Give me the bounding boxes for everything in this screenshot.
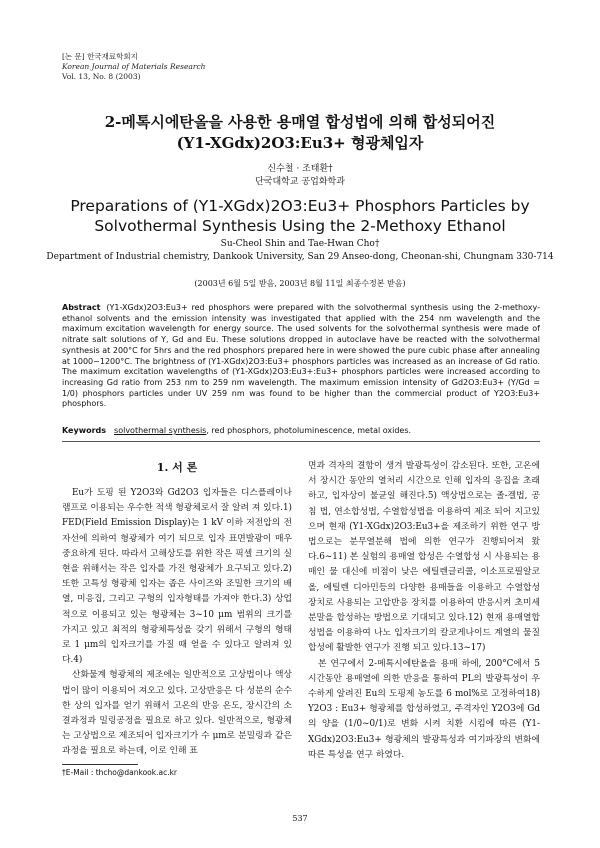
affiliation-english: Department of Industrial chemistry, Dankook University, San 29 Anseo-dong, Cheonan-shi, Chungnam 330-714 bbox=[46, 252, 554, 262]
section-divider bbox=[62, 441, 540, 442]
paragraph: Eu가 도핑 된 Y2O3와 Gd2O3 입자들은 디스플레이나 램프로 이용되는 우수한 적색 형광체로서 잘 알려 져 있다.1) FED(Field Emission Display)는 1 kV 이하 저전압의 전자선에 의하여 형광체가 여기 되므로 입자 표면발광이 매우 중요하게 된다. 따라서 고해상도를 위한 작은 픽셀 크기의 실현을 위해서는 작은 입자를 가진 형광체가 요구되고 있다.2) 또한 고특성 형광체 입자는 좁은 사이즈와 조밀한 크기의 배열, 미응집, 그리고 구형의 입자형태를 가져야 한다.3) 상업적으로 이용되고 있는 형광체는 3~10 μm 범위의 크기를 가지고 있고 최적의 형광체특성을 갖기 위해서 구형의 형태로 1 μm의 입자크기를 가질 때 얻을 수 있다고 알려져 있다.4) bbox=[62, 488, 292, 666]
abstract bbox=[62, 303, 540, 410]
journal-volume: Vol. 13, No. 8 (2003) bbox=[62, 72, 141, 81]
title-korean-line1: 2-메톡시에탄올을 사용한 용매열 합성법에 의해 합성되어진 bbox=[104, 113, 496, 131]
authors-korean: 신수철 · 조태환† bbox=[267, 164, 333, 174]
title-english bbox=[0, 196, 600, 236]
page-number: 537 bbox=[292, 814, 308, 823]
authors-english: Su-Cheol Shin and Tae-Hwan Cho† bbox=[220, 239, 380, 249]
body-column-right bbox=[308, 459, 540, 763]
keywords bbox=[62, 425, 540, 436]
received-dates: (2003년 6월 5일 받음, 2003년 8월 11일 최종수정본 받음) bbox=[194, 279, 406, 288]
title-korean-line2: (Y1-XGdx)2O3:Eu3+ 형광체입자 bbox=[176, 134, 424, 152]
body-column-left bbox=[62, 486, 292, 760]
affiliation-korean: 단국대학교 공업화학과 bbox=[255, 177, 345, 187]
title-english-line1: Preparations of (Y1-XGdx)2O3:Eu3+ Phosphors Particles by bbox=[70, 197, 530, 215]
section-heading-introduction: 1. 서 론 bbox=[156, 461, 198, 474]
abstract-text: (Y1-XGdx)2O3:Eu3+ red phosphors were prepared with the solvothermal synthesis using the 2-methoxy-ethanol solvents and the emission intensity was investigated that applied with the 254 nm wavelength and the maximum excitation wavelength for energy source. The used solvents for the solvothermal synthesis were made of nitrate salt solutions of Y, Gd and Eu. These solutions dropped in autoclave have be reacted with the solvothermal synthesis at 200°C for 5hrs and the red phosphors prepared here in were showed the pure cubic phase after annealing at 1000~1200°C. The brightness of (Y1-XGdx)2O3:Eu3+ phosphors particles was increased as an increase of Gd ratio. The maximum excitation wavelengths of (Y1-XGdx)2O3:Eu3+:Eu3+ phosphors particles were increased according to increasing Gd ratio from 253 nm to 259 nm wavelength. The maximum emission intensity of Gd2O3:Eu3+ (Y/Gd = 1/0) phosphors particles under UV 259 nm was found to be higher than the commercial product of Y2O3:Eu3+ phosphors. bbox=[62, 303, 540, 409]
paragraph: 면과 격자의 결함이 생겨 발광특성이 감소된다. 또한, 고온에서 장시간 동안의 열처리 시간으로 인해 입자의 응집을 초래하고, 입자상이 불균일 해진다.5) 액상법으로는 졸-겔법, 공침 법, 연소합성법, 수열합성법을 이용하여 제조 되어 지고있으며 현재 (Y1-XGdx)2O3:Eu3+을 제조하기 위한 연구 방법으로는 분무열분해 법에 의한 연구가 진행되어져 왔다.6~11) 본 실험의 용매열 합성은 수열합성 시 사용되는 용매인 물 대신에 비점이 낮은 에틸렌글리콜, 이소프로필알코올, 에틸렌 디아민등의 다양한 용매들을 이용하고 수열합성장치로 사용되는 고압반응 장치를 이용하여 반응시켜 초미세 분말을 합성하는 방법으로 기대되고 있다.12) 현재 용매열합성법을 이용하여 나노 입자크기의 칼코게나이드 계열의 물질합성에 활발한 연구가 진행 되고 있다.13~17) bbox=[308, 461, 540, 654]
authors-korean-block bbox=[0, 163, 600, 189]
title-english-line2: Solvothermal Synthesis Using the 2-Methoxy Ethanol bbox=[94, 217, 506, 235]
keywords-rest: , red phosphors, photoluminescence, metal oxides. bbox=[206, 426, 412, 435]
paragraph: 본 연구에서 2-메톡시에탄올을 용매 하에, 200°C에서 5시간동안 용매열에 의한 반응을 통하여 PL의 발광특성이 우수하게 알려진 Eu의 도핑제 농도를 6 mol%로 고정하여18) Y2O3 : Eu3+ 형광체를 합성하였고, 주격자인 Y2O3에 Gd의 양을 (1/0~0/1)로 변화 시켜 치환 시킴에 따른 (Y1-XGdx)2O3:Eu3+ 형광체의 발광특성과 여기파장의 변화에 따른 특성을 연구 하였다. bbox=[308, 658, 540, 760]
footnote-divider bbox=[62, 764, 138, 765]
abstract-label: Abstract bbox=[62, 303, 101, 312]
journal-header bbox=[62, 52, 205, 82]
journal-name-ko: [논 문] 한국재료학회지 bbox=[62, 52, 138, 61]
footnote-email: †E-Mail : thcho@dankook.ac.kr bbox=[62, 768, 178, 777]
title-korean bbox=[0, 112, 600, 154]
paragraph: 산화물계 형광체의 제조에는 일반적으로 고상법이나 액상법이 많이 이용되어 져오고 있다. 고상반응은 다 성분의 순수한 상의 입자를 얻기 위해서 고온의 반응 온도, 장시간의 소결과정과 밀링공정을 필요로 하고 있다. 일반적으로, 형광체는 고상법으로 제조되어 입자크기가 수 μm로 분밀링과 같은 과정을 필요로 하는데, 이로 인해 표 bbox=[62, 670, 292, 757]
keyword-first: solvothermal synthesis bbox=[114, 426, 207, 435]
authors-english-block bbox=[0, 238, 600, 264]
journal-name-en: Korean Journal of Materials Research bbox=[62, 62, 206, 71]
keywords-label: Keywords bbox=[62, 426, 107, 435]
